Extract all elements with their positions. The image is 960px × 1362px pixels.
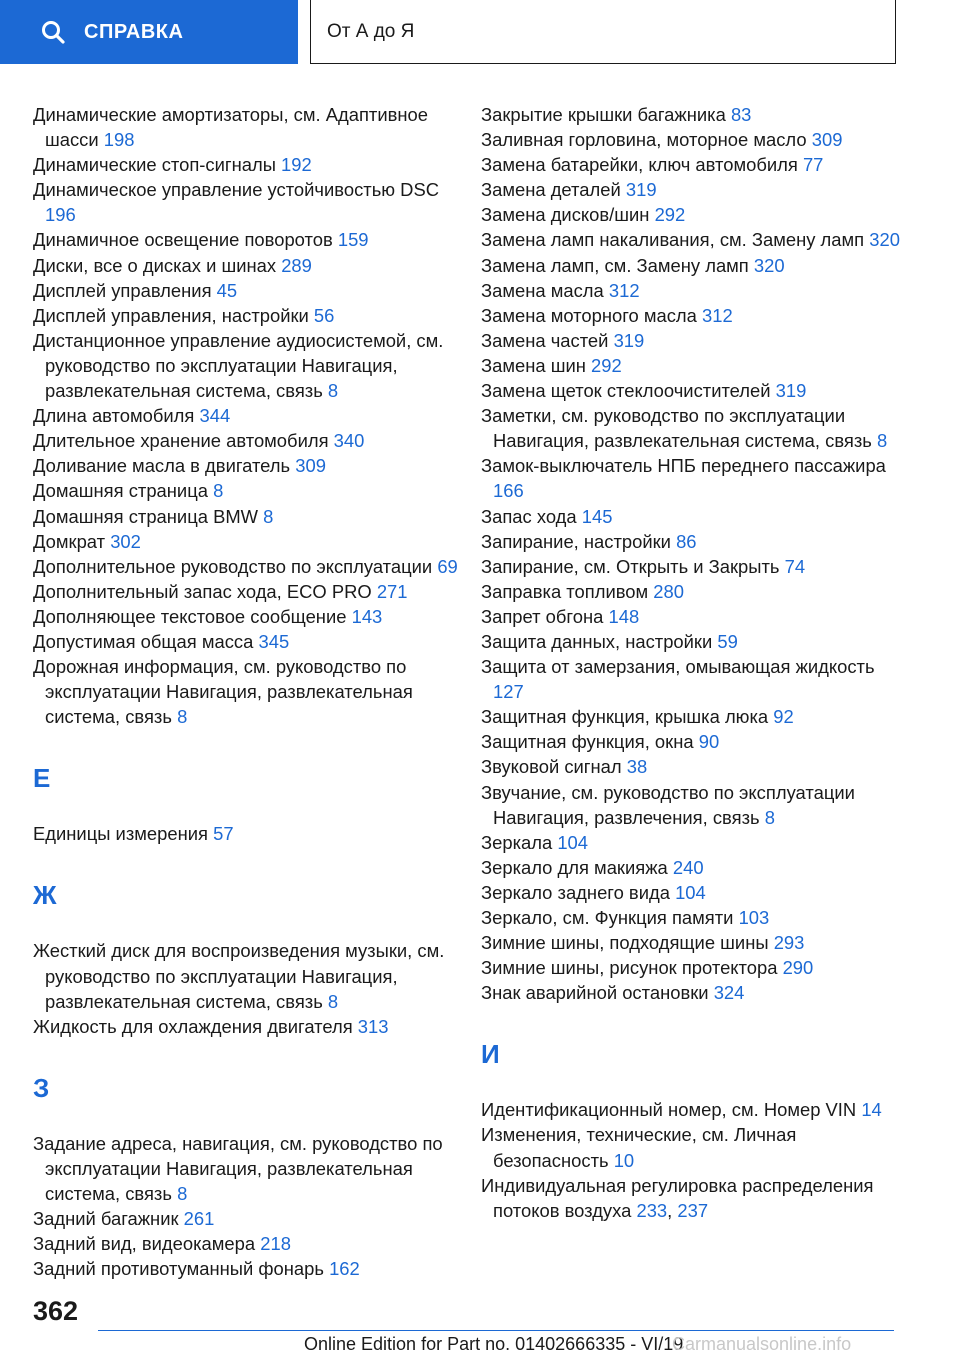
index-entry xyxy=(481,629,906,654)
entry-term: Замена масла xyxy=(481,279,604,301)
index-entry xyxy=(481,729,906,754)
page-link[interactable]: 145 xyxy=(581,505,613,527)
index-entry xyxy=(481,579,906,604)
footer-divider xyxy=(98,1330,894,1331)
page-link[interactable]: 312 xyxy=(702,304,733,326)
page-number: 362 xyxy=(33,1296,79,1326)
page-link[interactable]: 313 xyxy=(357,1015,389,1037)
index-entry xyxy=(33,227,458,252)
index-entry xyxy=(481,253,906,278)
index-entry xyxy=(481,529,906,554)
index-entry xyxy=(33,403,458,428)
index-entry xyxy=(481,930,906,955)
entry-term: Задний вид, видеокамера xyxy=(33,1233,256,1255)
page-link[interactable]: 8 xyxy=(177,706,188,728)
index-entry xyxy=(481,127,906,152)
page-link[interactable]: 198 xyxy=(103,129,135,151)
entry-term: Зеркало заднего вида xyxy=(481,881,670,903)
index-entry xyxy=(481,102,906,127)
page-link[interactable]: 69 xyxy=(437,555,458,577)
page-link[interactable]: 320 xyxy=(753,254,785,276)
index-entry xyxy=(481,704,906,729)
index-entry xyxy=(481,880,906,905)
entry-term: Замена частей xyxy=(481,329,609,351)
index-entry xyxy=(33,504,458,529)
entry-term: Задание адреса, навигация, см. руководство по эксплуатации Навигация, развлекательная система, связь xyxy=(33,1132,443,1204)
entry-term: Идентификационный номер, см. Номер VIN xyxy=(481,1099,857,1121)
entry-term: Зеркало, см. Функция памяти xyxy=(481,907,734,928)
page-link[interactable]: 196 xyxy=(45,204,76,226)
section-letter: З xyxy=(33,1072,50,1103)
page-link[interactable]: 8 xyxy=(263,505,274,527)
index-entry xyxy=(481,955,906,980)
page-link[interactable]: 56 xyxy=(313,304,335,326)
entry-term: Запрет обгона xyxy=(481,605,604,627)
index-entry xyxy=(481,905,906,930)
page-link[interactable]: 143 xyxy=(351,605,383,627)
index-entry xyxy=(481,152,906,177)
page-link[interactable]: 127 xyxy=(493,681,524,703)
page-link[interactable]: 8 xyxy=(876,430,888,452)
entry-term: Замена батарейки, ключ автомобиля xyxy=(481,154,798,176)
index-entry xyxy=(481,855,906,880)
page-link[interactable]: 8 xyxy=(327,990,339,1012)
index-entry xyxy=(481,202,906,227)
page-link[interactable]: 312 xyxy=(608,279,640,301)
index-entry xyxy=(481,654,906,704)
entry-term: Заправка топливом xyxy=(481,580,649,602)
page-link[interactable]: 162 xyxy=(329,1258,360,1280)
section-letter: Ж xyxy=(33,880,57,911)
page-link[interactable]: 280 xyxy=(653,580,684,602)
page-link[interactable]: 309 xyxy=(811,129,843,151)
page-link[interactable]: 74 xyxy=(784,555,806,577)
index-entry xyxy=(33,654,458,729)
page-link[interactable]: 148 xyxy=(608,605,640,627)
index-entry xyxy=(33,278,458,303)
index-entry xyxy=(481,328,906,353)
index-entry: Индивидуальная регулировка распределения потоков воздуха 233, 237 xyxy=(481,1174,874,1221)
index-entry xyxy=(481,227,906,252)
entry-term: Зеркало для макияжа xyxy=(481,856,668,878)
index-entry xyxy=(481,980,906,1005)
edition-text: Online Edition for Part no. 01402666335 - VI/19 xyxy=(304,1334,684,1354)
entry-term: Замена дисков/шин xyxy=(481,204,650,226)
page-link[interactable]: 324 xyxy=(713,982,745,1004)
page-link[interactable]: 103 xyxy=(738,907,770,928)
entry-term: Защита от замерзания, омывающая жидкость xyxy=(481,656,875,678)
index-entry xyxy=(33,938,458,1013)
index-entry xyxy=(33,1014,458,1039)
index-entry xyxy=(481,830,906,855)
page-link[interactable]: 271 xyxy=(376,580,408,602)
entry-term: Защитная функция, крышка люка xyxy=(481,706,769,728)
page-link[interactable]: 290 xyxy=(782,957,814,979)
index-entry xyxy=(33,1131,458,1206)
page-link[interactable]: 319 xyxy=(625,179,657,201)
entry-term: Изменения, технические, см. Личная безопасность xyxy=(481,1124,797,1171)
page-link[interactable]: 320 xyxy=(869,229,900,251)
page-link[interactable]: 292 xyxy=(591,354,622,376)
index-entry xyxy=(481,303,906,328)
page-link[interactable]: 92 xyxy=(773,706,794,728)
entry-term: Звучание, см. руководство по эксплуатации Навигация, развлечения, связь xyxy=(481,781,855,828)
entry-term: Диски, все о дисках и шинах xyxy=(33,254,277,276)
entry-term: Зимние шины, подходящие шины xyxy=(481,932,769,954)
page-link[interactable]: 302 xyxy=(110,530,141,552)
entry-term: Замена деталей xyxy=(481,179,621,201)
index-entry xyxy=(33,529,458,554)
page-link[interactable]: 38 xyxy=(626,756,648,778)
index-entry xyxy=(481,353,906,378)
page-link[interactable]: 293 xyxy=(773,932,805,954)
index-entry xyxy=(33,604,458,629)
page-link[interactable]: 104 xyxy=(675,881,706,903)
page-link[interactable]: 192 xyxy=(281,154,312,176)
entry-term: Индивидуальная регулировка распределения потоков воздуха xyxy=(481,1174,874,1221)
index-entry xyxy=(33,177,458,227)
index-entry xyxy=(33,579,458,604)
entry-term: Заметки, см. руководство по эксплуатации Навигация, развлекательная система, связь xyxy=(481,405,872,452)
index-entry xyxy=(481,504,906,529)
page-link[interactable]: 8 xyxy=(177,1183,188,1204)
entry-term: Звуковой сигнал xyxy=(481,756,622,778)
entry-term: Домашняя страница xyxy=(33,480,208,502)
entry-term: Домашняя страница BMW xyxy=(33,505,259,527)
index-entry xyxy=(481,278,906,303)
page-link[interactable]: 309 xyxy=(295,455,326,477)
index-entry xyxy=(33,303,458,328)
index-entry xyxy=(33,152,458,177)
index-entry xyxy=(33,253,458,278)
index-entry xyxy=(33,554,458,579)
index-entry xyxy=(481,554,906,579)
entry-term: Дисплей управления xyxy=(33,279,212,301)
page-link[interactable]: 8 xyxy=(327,380,339,402)
page-link[interactable]: 83 xyxy=(730,104,752,125)
entry-term: Динамическое управление устойчивостью DSC xyxy=(33,179,440,201)
entry-term: Защитная функция, окна xyxy=(481,731,694,753)
index-entry xyxy=(481,378,906,403)
page-link[interactable]: 345 xyxy=(258,630,290,652)
entry-term: Защита данных, настройки xyxy=(481,630,713,652)
entry-term: Жидкость для охлаждения двигателя xyxy=(33,1015,353,1037)
entry-term: Закрытие крышки багажника xyxy=(481,104,726,125)
entry-term: Зимние шины, рисунок протектора xyxy=(481,957,778,979)
index-entry xyxy=(481,177,906,202)
index-entry xyxy=(481,1097,906,1122)
entry-term: Знак аварийной остановки xyxy=(481,982,709,1004)
entry-term: Замена шин xyxy=(481,354,586,376)
index-entry xyxy=(481,754,906,779)
page-link[interactable]: 90 xyxy=(698,731,720,753)
search-icon xyxy=(40,19,66,45)
entry-term: Домкрат xyxy=(33,530,106,552)
entry-term: Задний противотуманный фонарь xyxy=(33,1258,324,1280)
page-link[interactable]: 77 xyxy=(802,154,824,176)
index-entry xyxy=(33,478,458,503)
entry-term: Замок-выключатель НПБ переднего пассажира xyxy=(481,455,886,477)
section-tab-a-to-z[interactable] xyxy=(310,0,896,64)
entry-term: Зеркала xyxy=(481,831,553,853)
entry-term: Запирание, настройки xyxy=(481,530,671,552)
index-entry xyxy=(33,629,458,654)
entry-term: Длительное хранение автомобиля xyxy=(33,430,329,452)
page-link[interactable]: 59 xyxy=(717,630,738,652)
entry-term: Замена ламп, см. Замену ламп xyxy=(481,254,749,276)
page-link[interactable]: 233 xyxy=(636,1199,668,1221)
entry-term: Дополнительное руководство по эксплуатации xyxy=(33,555,433,577)
page-link[interactable]: 261 xyxy=(183,1208,215,1230)
index-column-left xyxy=(33,102,458,1281)
page-link[interactable]: 344 xyxy=(199,405,231,427)
watermark: Carmanualsonline.info xyxy=(672,1334,852,1354)
section-title: От А до Я xyxy=(327,20,415,42)
index-entry xyxy=(33,102,458,152)
entry-term: Замена ламп накаливания, см. Замену ламп xyxy=(481,229,865,251)
index-entry xyxy=(33,821,458,846)
index-entry xyxy=(481,403,906,453)
page-link[interactable]: 292 xyxy=(654,204,686,226)
entry-term: Динамические амортизаторы, см. Адаптивное шасси xyxy=(33,104,428,151)
index-entry xyxy=(33,1231,458,1256)
top-bar xyxy=(0,0,960,66)
index-entry xyxy=(33,1206,458,1231)
section-letter: И xyxy=(481,1039,500,1070)
entry-term: Запас хода xyxy=(481,505,577,527)
entry-term: Запирание, см. Открыть и Закрыть xyxy=(481,555,780,577)
index-column-right xyxy=(481,102,906,1223)
entry-term: Задний багажник xyxy=(33,1208,179,1230)
entry-term: Дорожная информация, см. руководство по эксплуатации Навигация, развлекательная система, связь xyxy=(33,656,413,728)
page-link[interactable]: 45 xyxy=(216,279,238,301)
entry-term: Доливание масла в двигатель xyxy=(33,455,291,477)
page-link[interactable]: 57 xyxy=(213,823,234,845)
page-link[interactable]: 14 xyxy=(861,1099,882,1121)
entry-term: Единицы измерения xyxy=(33,823,208,845)
entry-term: Замена щеток стеклоочистителей xyxy=(481,380,771,402)
page-link[interactable]: 166 xyxy=(493,480,524,502)
page-link[interactable]: 10 xyxy=(613,1149,635,1171)
index-entry xyxy=(481,780,906,830)
index-entry xyxy=(33,1256,458,1281)
page-link[interactable]: 218 xyxy=(260,1233,291,1255)
entry-term: Динамичное освещение поворотов xyxy=(33,229,333,251)
page-link[interactable]: 319 xyxy=(613,329,645,351)
page-link[interactable]: 289 xyxy=(281,254,312,276)
page-link[interactable]: 159 xyxy=(337,229,369,251)
page-link[interactable]: 319 xyxy=(775,380,807,402)
page-link[interactable]: 8 xyxy=(213,480,224,502)
page-link[interactable]: 104 xyxy=(557,831,589,853)
index-entry xyxy=(481,604,906,629)
index-entry xyxy=(481,453,906,503)
search-tab[interactable] xyxy=(0,0,298,64)
index-entry xyxy=(33,328,458,403)
entry-term: Длина автомобиля xyxy=(33,405,195,427)
entry-term: Замена моторного масла xyxy=(481,304,697,326)
page-link[interactable]: 86 xyxy=(676,530,697,552)
entry-term: Дополняющее текстовое сообщение xyxy=(33,605,347,627)
entry-term: Дисплей управления, настройки xyxy=(33,304,309,326)
page-link[interactable]: 340 xyxy=(333,430,365,452)
entry-term: Жесткий диск для воспроизведения музыки, см. руководство по эксплуатации Навигация, развлекательная система, связь xyxy=(33,940,445,1012)
page-link[interactable]: 8 xyxy=(764,806,775,828)
entry-term: Дополнительный запас хода, ECO PRO xyxy=(33,580,372,602)
index-entry xyxy=(33,453,458,478)
index-entry xyxy=(481,1122,906,1172)
entry-term: Динамические стоп-сигналы xyxy=(33,154,276,176)
page-link[interactable]: 240 xyxy=(672,856,704,878)
entry-term: Заливная горловина, моторное масло xyxy=(481,129,807,151)
section-letter: Е xyxy=(33,763,51,794)
index-entry xyxy=(33,428,458,453)
entry-term: Дистанционное управление аудиосистемой, см. руководство по эксплуатации Навигация, развлекательная система, связь xyxy=(33,329,444,402)
page-link[interactable]: 237 xyxy=(677,1199,709,1221)
search-tab-label: СПРАВКА xyxy=(84,20,184,43)
entry-term: Допустимая общая масса xyxy=(33,630,254,652)
